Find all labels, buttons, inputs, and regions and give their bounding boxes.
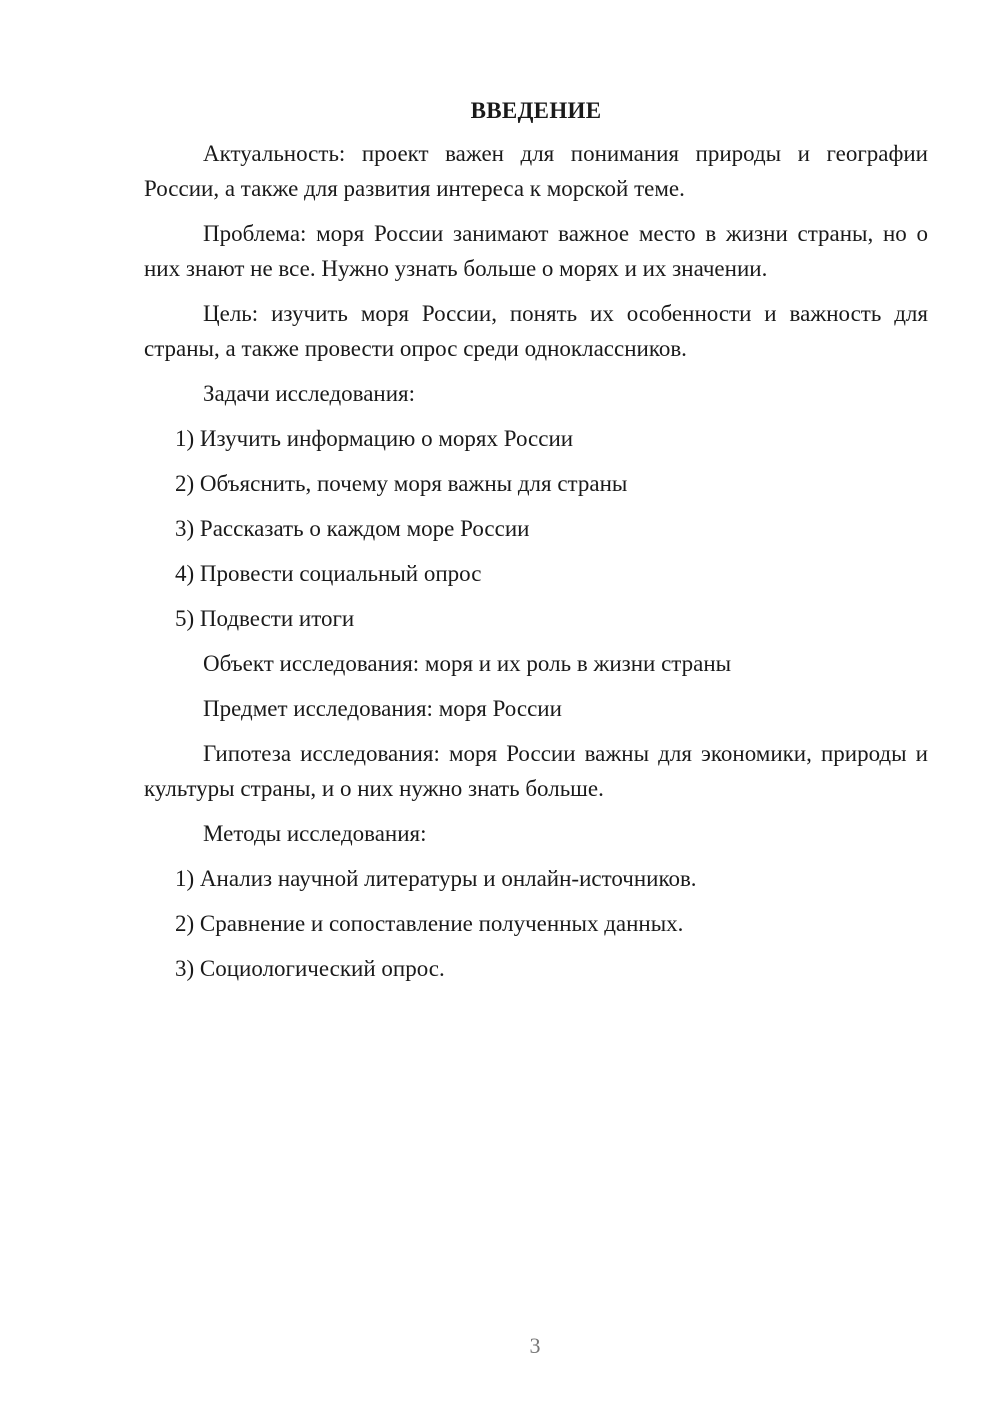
hypothesis-paragraph: Гипотеза исследования: моря России важны для экономики, природы и культуры страны, и о них нужно знать больше.: [144, 741, 928, 801]
tasks-heading: Задачи исследования:: [203, 381, 416, 406]
section-heading: ВВЕДЕНИЕ: [470, 98, 602, 123]
list-item: 3) Социологический опрос.: [175, 956, 445, 981]
goal-paragraph: Цель: изучить моря России, понять их особенности и важность для страны, а также провести опрос среди одноклассников.: [144, 301, 928, 361]
page-content: [144, 96, 928, 996]
list-item: 2) Сравнение и сопоставление полученных данных.: [175, 911, 684, 936]
list-item: 4) Провести социальный опрос: [175, 561, 482, 586]
list-item: 1) Изучить информацию о морях России: [175, 426, 574, 451]
methods-heading: Методы исследования:: [203, 821, 427, 846]
list-item: 2) Объяснить, почему моря важны для страны: [175, 471, 628, 496]
object-paragraph: Объект исследования: моря и их роль в жизни страны: [203, 651, 732, 676]
relevance-paragraph: Актуальность: проект важен для понимания природы и географии России, а также для развития интереса к морской теме.: [144, 141, 928, 201]
list-item: 3) Рассказать о каждом море России: [175, 516, 530, 541]
page-number: 3: [529, 1333, 541, 1358]
tasks-list: [144, 421, 928, 636]
problem-paragraph: Проблема: моря России занимают важное место в жизни страны, но о них знают не все. Нужно узнать больше о морях и их значении.: [144, 221, 928, 281]
methods-list: [144, 861, 928, 986]
list-item: 5) Подвести итоги: [175, 606, 355, 631]
list-item: 1) Анализ научной литературы и онлайн-источников.: [175, 866, 697, 891]
subject-paragraph: Предмет исследования: моря России: [203, 696, 562, 721]
